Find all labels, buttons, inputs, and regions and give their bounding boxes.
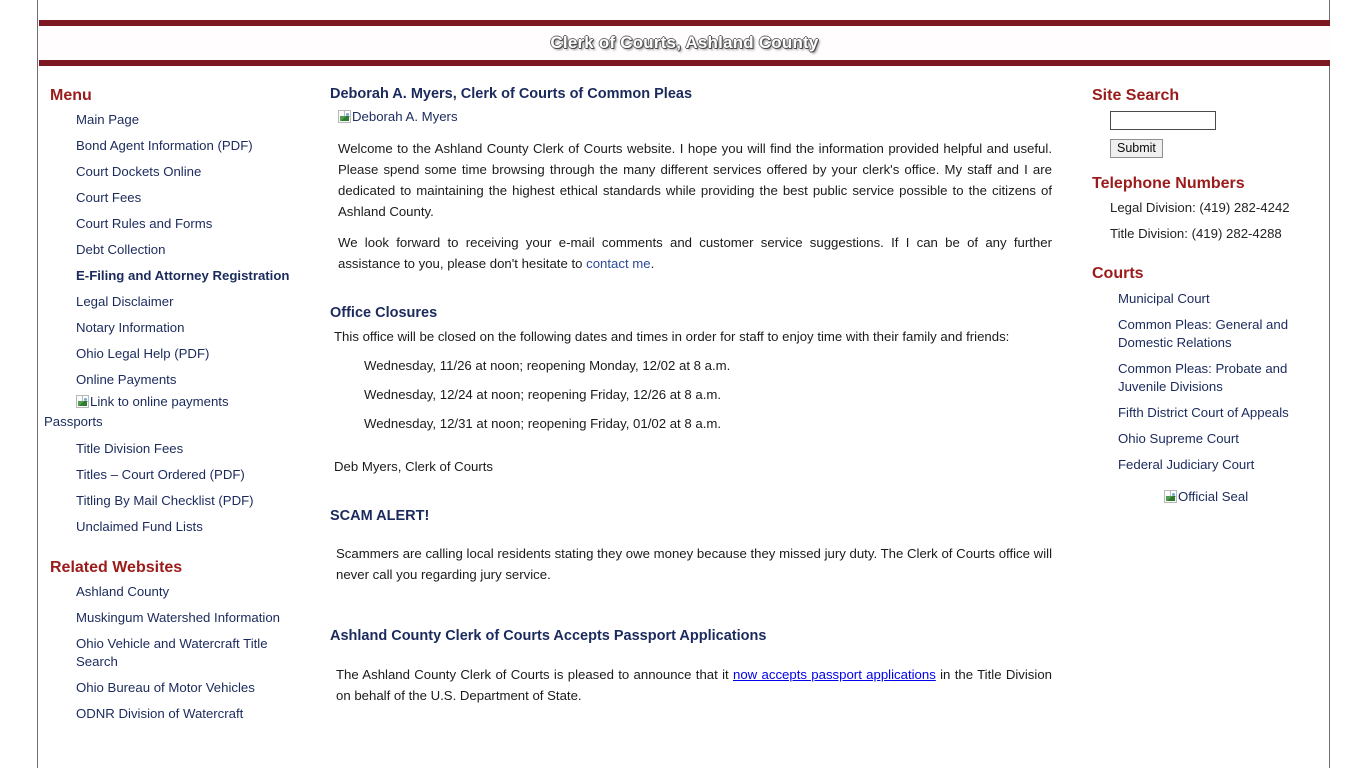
- closure-date: Wednesday, 12/24 at noon; reopening Friday, 12/26 at 8 a.m.: [364, 387, 722, 403]
- courts-heading: Courts: [1092, 265, 1144, 283]
- site-search-form: [1082, 111, 1321, 158]
- search-submit-button[interactable]: Submit: [1110, 139, 1163, 158]
- sidebar-item-efiling-attorney-registration[interactable]: E-Filing and Attorney Registration: [76, 268, 290, 284]
- passports-row: [44, 413, 312, 431]
- sidebar-item-court-fees[interactable]: Court Fees: [76, 190, 142, 206]
- list-item: [76, 163, 312, 181]
- broken-image-icon: [338, 110, 351, 123]
- sidebar-item-online-payments[interactable]: Online Payments: [76, 372, 177, 388]
- list-item: [76, 241, 312, 259]
- list-item: [76, 111, 312, 129]
- sidebar-item-odnr-watercraft[interactable]: ODNR Division of Watercraft: [76, 706, 244, 722]
- closures-intro: This office will be closed on the following dates and times in order for staff to enjoy time with their family and friends:: [334, 329, 1010, 345]
- clerk-photo-alt-text: Deborah A. Myers: [352, 109, 458, 125]
- sidebar-item-debt-collection[interactable]: Debt Collection: [76, 242, 166, 258]
- list-item: [76, 705, 312, 723]
- passport-applications-link[interactable]: now accepts passport applications: [733, 666, 936, 682]
- sidebar-item-bond-agent-info[interactable]: Bond Agent Information (PDF): [76, 138, 253, 154]
- list-item: [76, 492, 312, 510]
- site-banner: [39, 20, 1330, 66]
- list-item: [76, 293, 312, 311]
- related-websites-heading: Related Websites: [50, 559, 183, 577]
- sidebar-item-title-division-fees[interactable]: Title Division Fees: [76, 441, 184, 457]
- menu-list-continued: [44, 440, 312, 536]
- sidebar-item-muskingum-watershed[interactable]: Muskingum Watershed Information: [76, 610, 281, 626]
- welcome-paragraph: Welcome to the Ashland County Clerk of Courts website. I hope you will find the information provided helpful and useful. Please spend some time browsing through the many different services offered by your clerk's office. My staff and I are dedicated to maintaining the highest ethical standards while providing the best public service possible to the citizens of Ashland County.: [338, 141, 1052, 220]
- list-item: [1118, 316, 1321, 352]
- right-sidebar: [1074, 78, 1329, 506]
- sidebar-item-court-dockets[interactable]: Court Dockets Online: [76, 164, 202, 180]
- broken-image-icon: [1164, 490, 1177, 503]
- main-content: [316, 78, 1074, 716]
- clerk-heading: Deborah A. Myers, Clerk of Courts of Common Pleas: [330, 86, 693, 102]
- closure-date: Wednesday, 12/31 at noon; reopening Friday, 01/02 at 8 a.m.: [364, 416, 722, 432]
- courts-item-municipal-court[interactable]: Municipal Court: [1118, 290, 1210, 306]
- site-search-heading: Site Search: [1092, 87, 1180, 104]
- left-sidebar: [38, 78, 316, 731]
- list-item: [76, 137, 312, 155]
- online-payments-image-link[interactable]: [76, 394, 229, 409]
- telephone-numbers-heading: Telephone Numbers: [1092, 175, 1245, 193]
- clerk-photo-row: [338, 109, 1054, 124]
- list-item: [76, 440, 312, 458]
- sidebar-item-passports[interactable]: Passports: [44, 414, 103, 430]
- sidebar-item-main-page[interactable]: Main Page: [76, 112, 140, 128]
- list-item: [1118, 456, 1321, 474]
- list-item: [76, 267, 312, 285]
- closures-signoff: Deb Myers, Clerk of Courts: [334, 459, 494, 475]
- list-item: [1118, 404, 1321, 422]
- email-paragraph-after: .: [650, 256, 655, 272]
- courts-item-fifth-district-appeals[interactable]: Fifth District Court of Appeals: [1118, 404, 1289, 420]
- official-seal-group: [1164, 489, 1248, 504]
- online-payments-image-alt-text: Link to online payments: [90, 394, 229, 410]
- list-item: [76, 371, 312, 389]
- telephone-numbers-list: [1082, 199, 1321, 243]
- courts-item-common-pleas-probate[interactable]: Common Pleas: Probate and Juvenile Divisions: [1118, 360, 1288, 394]
- sidebar-item-ohio-legal-help[interactable]: Ohio Legal Help (PDF): [76, 346, 210, 362]
- sidebar-item-legal-disclaimer[interactable]: Legal Disclaimer: [76, 294, 174, 310]
- page-columns: [38, 78, 1329, 768]
- menu-heading: Menu: [50, 87, 92, 104]
- sidebar-item-court-rules-forms[interactable]: Court Rules and Forms: [76, 216, 213, 232]
- page-right-rule: [1329, 0, 1330, 768]
- telephone-title-division: Title Division: (419) 282-4288: [1110, 226, 1282, 242]
- search-input[interactable]: [1110, 111, 1216, 130]
- online-payments-image-row: [44, 393, 312, 411]
- list-item: [76, 466, 312, 484]
- list-item: [76, 609, 312, 627]
- email-paragraph: [330, 232, 1054, 274]
- passport-applications-heading: Ashland County Clerk of Courts Accepts Passport Applications: [330, 628, 767, 645]
- list-item: [1118, 430, 1321, 448]
- list-item: [76, 679, 312, 697]
- courts-list: [1082, 290, 1321, 474]
- list-item: [76, 583, 312, 601]
- sidebar-item-unclaimed-fund-lists[interactable]: Unclaimed Fund Lists: [76, 519, 203, 535]
- sidebar-item-ohio-bmv[interactable]: Ohio Bureau of Motor Vehicles: [76, 680, 255, 696]
- list-item: [76, 635, 312, 671]
- closure-date: Wednesday, 11/26 at noon; reopening Monday, 12/02 at 8 a.m.: [364, 358, 731, 374]
- related-websites-list: [44, 583, 312, 723]
- site-title: Clerk of Courts, Ashland County: [550, 33, 819, 52]
- sidebar-item-notary-information[interactable]: Notary Information: [76, 320, 185, 336]
- telephone-legal-division: Legal Division: (419) 282-4242: [1110, 200, 1290, 216]
- list-item: [1118, 290, 1321, 308]
- courts-item-common-pleas-general[interactable]: Common Pleas: General and Domestic Relations: [1118, 316, 1289, 350]
- list-item: [1118, 360, 1321, 396]
- passport-paragraph-after: in the Title Division on behalf of the U.S. Department of State.: [336, 666, 1053, 703]
- menu-list: [44, 111, 312, 389]
- official-seal-alt-text: Official Seal: [1178, 488, 1249, 504]
- list-item: [76, 345, 312, 363]
- list-item: [76, 319, 312, 337]
- scam-alert-paragraph: Scammers are calling local residents stating they owe money because they missed jury duty. The Clerk of Courts office will never call you regarding jury service.: [336, 546, 1052, 583]
- email-paragraph-before: We look forward to receiving your e-mail comments and customer service suggestions. If I can be of any further assistance to you, please don't hesitate to: [338, 235, 1052, 272]
- courts-item-federal-judiciary-court[interactable]: Federal Judiciary Court: [1118, 456, 1255, 472]
- list-item: [76, 189, 312, 207]
- sidebar-item-titles-court-ordered[interactable]: Titles – Court Ordered (PDF): [76, 467, 245, 483]
- sidebar-item-ohio-vehicle-title-search[interactable]: Ohio Vehicle and Watercraft Title Search: [76, 636, 268, 670]
- passport-paragraph: [330, 664, 1054, 706]
- scam-alert-heading: SCAM ALERT!: [330, 508, 430, 525]
- sidebar-item-titling-by-mail[interactable]: Titling By Mail Checklist (PDF): [76, 493, 254, 509]
- sidebar-item-ashland-county[interactable]: Ashland County: [76, 584, 170, 600]
- contact-me-link[interactable]: contact me: [586, 256, 651, 272]
- office-closures-heading: Office Closures: [330, 305, 438, 322]
- list-item: [76, 215, 312, 233]
- broken-image-icon: [76, 395, 89, 408]
- official-seal-row: [1082, 488, 1321, 506]
- passport-paragraph-before: The Ashland County Clerk of Courts is pleased to announce that it: [336, 666, 734, 682]
- list-item: [76, 518, 312, 536]
- courts-item-ohio-supreme-court[interactable]: Ohio Supreme Court: [1118, 430, 1239, 446]
